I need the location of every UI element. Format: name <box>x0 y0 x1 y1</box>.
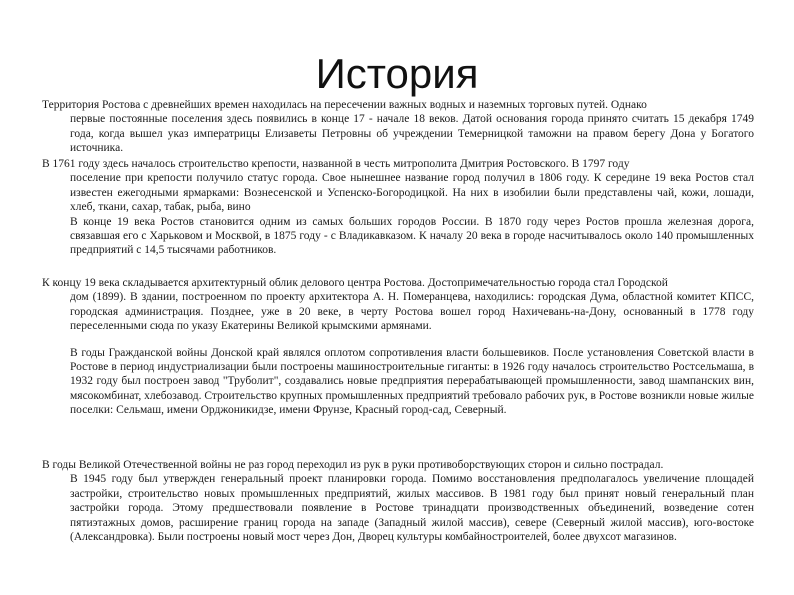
paragraph-body: первые постоянные поселения здесь появились в конце 17 - начале 18 веков. Датой основания города принято считать 15 декабря 1749 года, когда вышел указ императрицы Елизаветы Петровны об учреждении Темерницкой таможни на правом берегу Дона у Богатого источника. <box>70 113 754 155</box>
paragraph-body: дом (1899). В здании, построенном по проекту архитектора А. Н. Померанцева, находились: городская Дума, областной комитет КПСС, городская администрация. Позднее, уже в 20 веке, в черту Ростова вошел город Нахичевань-на-Дону, основанный в 1778 году переселенными сюда по указу Екатерины Великой крымскими армянами. <box>70 291 754 333</box>
paragraph-civil-war: В годы Гражданской войны Донской край являлся оплотом сопротивления власти большевиков. После установления Советской власти в Ростове в период индустриализации были построены машиностроительные гиганты: в 1926 году началось строительство Ростсельмаша, в 1932 году был построен завод "Труболит", создавались новые предприятия перерабатывающей промышленности, завод шампанских вин, мясокомбинат, хлебозавод. Строительство крупных промышленных предприятий требовало рабочих рук, в Ростове возникли новые жилые поселки: Сельмаш, имени Орджоникидзе, имени Фрунзе, Красный город-сад, Северный. <box>70 346 754 417</box>
paragraph-founding <box>42 98 754 156</box>
paragraph-first-line: Территория Ростова с древнейших времен находилась на пересечении важных водных и наземных торговых путей. Однако <box>42 99 647 111</box>
paragraph-first-line: В годы Великой Отечественной войны не раз город переходил из рук в руки противоборствующих сторон и сильно пострадал. <box>42 459 664 471</box>
paragraph-body: поселение при крепости получило статус города. Свое нынешнее название город получил в 1806 году. К середине 19 века Ростов стал известен ежегодными ярмарками: Вознесенской и Успенско-Богородицкой. На них в изобилии были представлены чай, кожи, лошади, хлеб, ткани, сахар, табак, рыба, вино <box>70 172 754 214</box>
paragraph-fortress <box>42 157 754 258</box>
paragraph-body: В 1945 году был утвержден генеральный проект планировки города. Помимо восстановления предполагалось увеличение площадей застройки, строительство новых промышленных предприятий, жилых массивов. В 1981 году был принят новый генеральный план застройки города. Этому предшествовали появление в Ростове тринадцати производственных объединений, возведение сотен пятиэтажных домов, расширение границ города на западе (Западный жилой массив), севере (Северный жилой массив), юго-востоке (Александровка). Были построены новый мост через Дон, Дворец культуры комбайностроителей, более двухсот магазинов. <box>70 473 754 544</box>
paragraph-first-line: В 1761 году здесь началось строительство крепости, названной в честь митрополита Дмитрия Ростовского. В 1797 году <box>42 158 630 170</box>
paragraph-first-line: К концу 19 века складывается архитектурный облик делового центра Ростова. Достопримечательностью города стал Городской <box>42 277 668 289</box>
paragraph-war-and-postwar <box>42 458 754 544</box>
paragraph-architecture <box>42 276 754 418</box>
page-title: История <box>315 50 479 97</box>
paragraph-body-continued: В конце 19 века Ростов становится одним из самых больших городов России. В 1870 году через Ростов прошла железная дорога, связавшая его с Харьковом и Москвой, в 1875 году - с Владикавказом. К началу 20 века в городе насчитывалось около 140 промышленных предприятий с 14,5 тысячами работников. <box>70 215 754 257</box>
